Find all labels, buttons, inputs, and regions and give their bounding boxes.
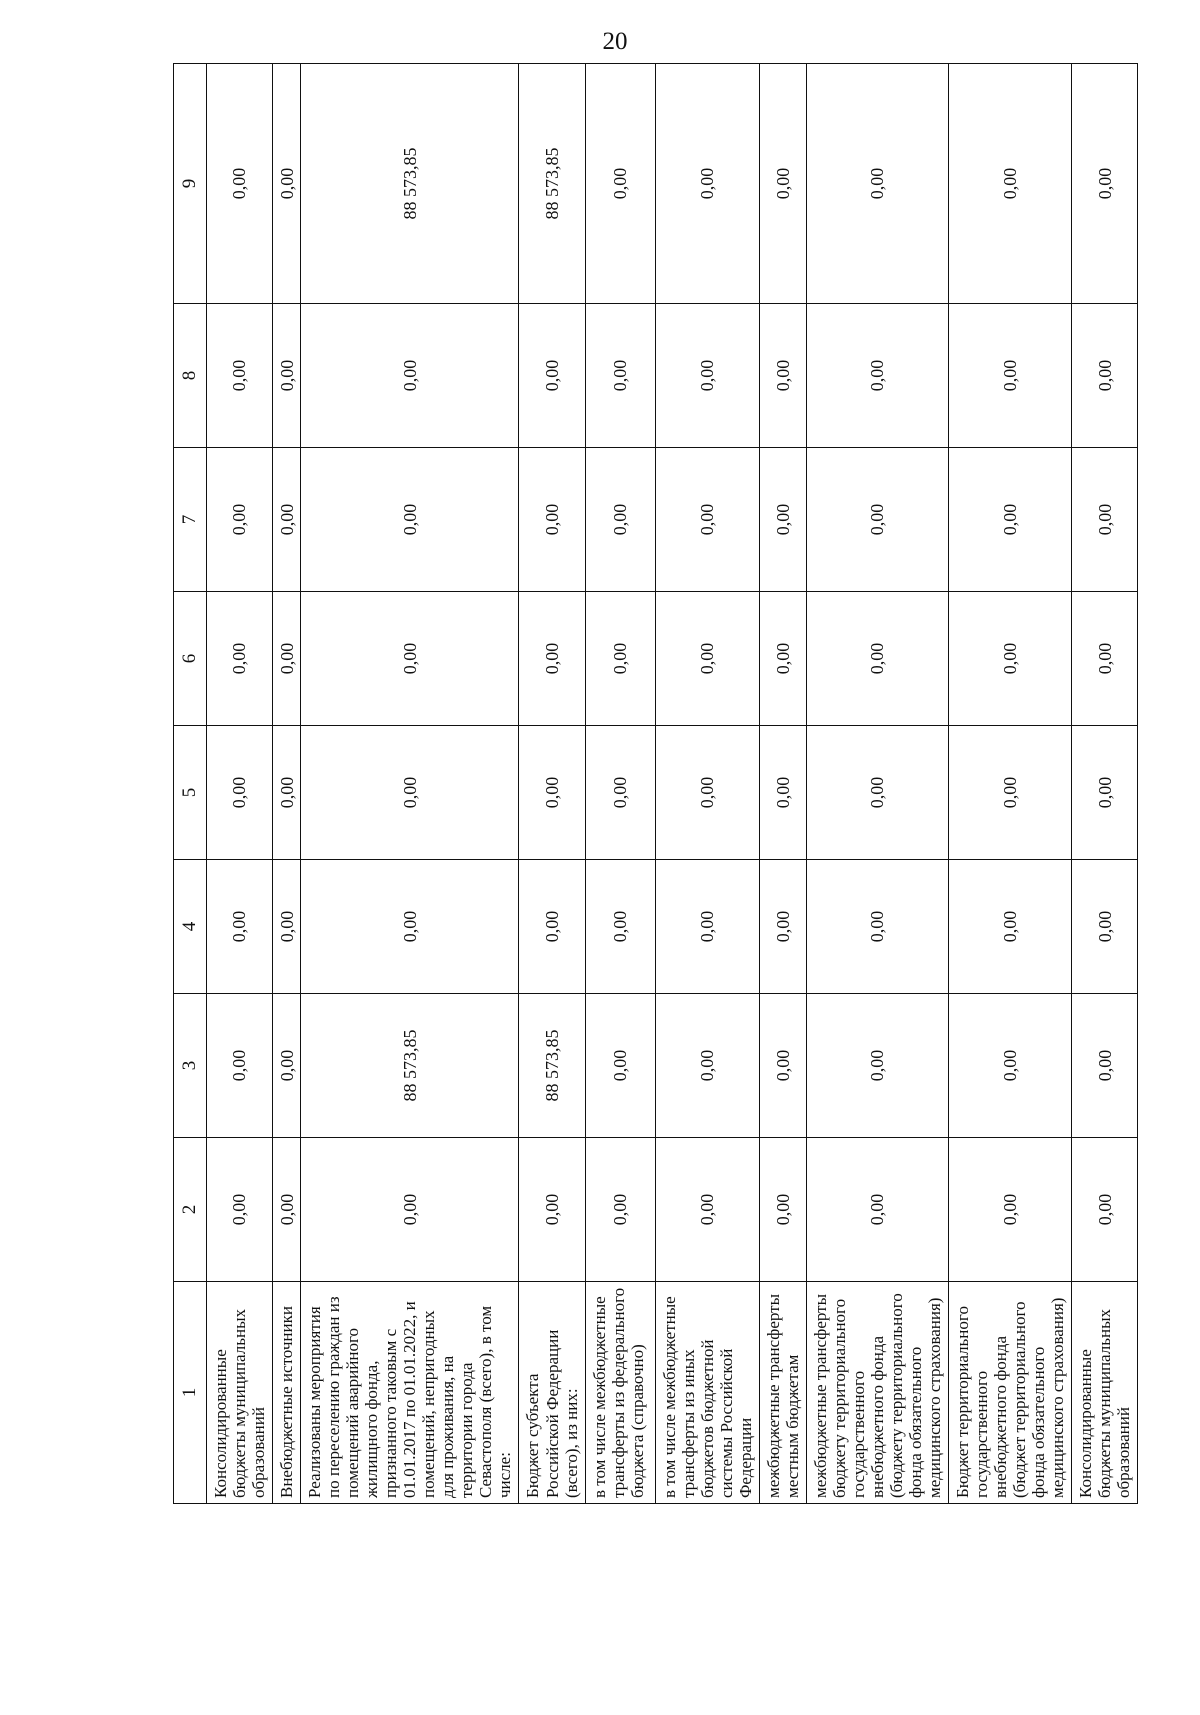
value-cell: 0,00 bbox=[1072, 860, 1138, 994]
value-cell: 0,00 bbox=[207, 448, 273, 592]
value-cell: 0,00 bbox=[519, 448, 585, 592]
value-cell: 0,00 bbox=[949, 726, 1072, 860]
value-cell: 0,00 bbox=[273, 726, 301, 860]
row-label: Бюджет территориального государственного внебюджетного фонда (бюджет территориального фонда обязательного медицинского страхования) bbox=[949, 1282, 1072, 1504]
value-cell: 0,00 bbox=[273, 994, 301, 1138]
value-cell: 0,00 bbox=[273, 860, 301, 994]
value-cell: 0,00 bbox=[273, 304, 301, 448]
value-cell: 0,00 bbox=[949, 64, 1072, 304]
value-cell: 0,00 bbox=[207, 304, 273, 448]
value-cell: 0,00 bbox=[585, 448, 655, 592]
value-cell: 0,00 bbox=[519, 304, 585, 448]
value-cell: 0,00 bbox=[1072, 1138, 1138, 1282]
value-cell: 0,00 bbox=[806, 726, 948, 860]
row-label: Реализованы мероприятия по переселению граждан из помещений аварийного жилищного фонда, признанного таковым с 01.01.2017 по 01.01.2022, и помещений, непригодных для проживания, на территории города Севастополя (всего), в том числе: bbox=[301, 1282, 519, 1504]
table-row bbox=[1072, 64, 1138, 1504]
budget-table bbox=[173, 63, 1138, 1504]
value-cell: 0,00 bbox=[1072, 448, 1138, 592]
value-cell: 88 573,85 bbox=[519, 994, 585, 1138]
value-cell: 0,00 bbox=[949, 448, 1072, 592]
value-cell: 0,00 bbox=[759, 592, 806, 726]
row-label: в том числе межбюджетные трансферты из федерального бюджета (справочно) bbox=[585, 1282, 655, 1504]
column-header-7: 7 bbox=[174, 448, 207, 592]
value-cell: 0,00 bbox=[806, 994, 948, 1138]
value-cell: 0,00 bbox=[585, 64, 655, 304]
value-cell: 0,00 bbox=[519, 860, 585, 994]
value-cell: 0,00 bbox=[655, 994, 759, 1138]
value-cell: 0,00 bbox=[949, 304, 1072, 448]
value-cell: 0,00 bbox=[207, 1138, 273, 1282]
row-label: Консолидированные бюджеты муниципальных образований bbox=[1072, 1282, 1138, 1504]
value-cell: 0,00 bbox=[759, 860, 806, 994]
value-cell: 0,00 bbox=[806, 448, 948, 592]
column-header-6: 6 bbox=[174, 592, 207, 726]
row-label: Внебюджетные источники bbox=[273, 1282, 301, 1504]
value-cell: 0,00 bbox=[655, 304, 759, 448]
value-cell: 0,00 bbox=[655, 64, 759, 304]
value-cell: 0,00 bbox=[1072, 994, 1138, 1138]
value-cell: 0,00 bbox=[519, 1138, 585, 1282]
column-header-9: 9 bbox=[174, 64, 207, 304]
value-cell: 0,00 bbox=[301, 1138, 519, 1282]
value-cell: 0,00 bbox=[949, 994, 1072, 1138]
value-cell: 0,00 bbox=[759, 64, 806, 304]
value-cell: 0,00 bbox=[519, 592, 585, 726]
value-cell: 0,00 bbox=[1072, 304, 1138, 448]
value-cell: 0,00 bbox=[949, 1138, 1072, 1282]
table-row bbox=[655, 64, 759, 1504]
value-cell: 0,00 bbox=[301, 592, 519, 726]
value-cell: 0,00 bbox=[759, 304, 806, 448]
value-cell: 0,00 bbox=[301, 726, 519, 860]
value-cell: 0,00 bbox=[655, 860, 759, 994]
value-cell: 0,00 bbox=[806, 304, 948, 448]
value-cell: 0,00 bbox=[585, 860, 655, 994]
budget-table-container bbox=[173, 64, 1134, 1504]
value-cell: 0,00 bbox=[949, 592, 1072, 726]
value-cell: 0,00 bbox=[1072, 726, 1138, 860]
row-label: межбюджетные трансферты бюджету территориального государственного внебюджетного фонда (бюджету территориального фонда обязательного медицинского страхования) bbox=[806, 1282, 948, 1504]
table-body bbox=[207, 64, 1138, 1504]
value-cell: 0,00 bbox=[806, 1138, 948, 1282]
value-cell: 88 573,85 bbox=[301, 994, 519, 1138]
value-cell: 0,00 bbox=[949, 860, 1072, 994]
column-header-5: 5 bbox=[174, 726, 207, 860]
value-cell: 0,00 bbox=[759, 1138, 806, 1282]
value-cell: 0,00 bbox=[806, 64, 948, 304]
row-label: Бюджет субъекта Российской Федерации (всего), из них: bbox=[519, 1282, 585, 1504]
value-cell: 0,00 bbox=[301, 448, 519, 592]
column-header-8: 8 bbox=[174, 304, 207, 448]
value-cell: 0,00 bbox=[1072, 592, 1138, 726]
value-cell: 88 573,85 bbox=[519, 64, 585, 304]
row-label: межбюджетные трансферты местным бюджетам bbox=[759, 1282, 806, 1504]
row-label: в том числе межбюджетные трансферты из иных бюджетов бюджетной системы Российской Федерации bbox=[655, 1282, 759, 1504]
value-cell: 0,00 bbox=[655, 592, 759, 726]
value-cell: 0,00 bbox=[1072, 64, 1138, 304]
value-cell: 0,00 bbox=[273, 1138, 301, 1282]
table-row bbox=[519, 64, 585, 1504]
value-cell: 0,00 bbox=[585, 994, 655, 1138]
value-cell: 0,00 bbox=[273, 64, 301, 304]
column-header-2: 2 bbox=[174, 1138, 207, 1282]
row-label: Консолидированные бюджеты муниципальных образований bbox=[207, 1282, 273, 1504]
value-cell: 0,00 bbox=[207, 592, 273, 726]
value-cell: 0,00 bbox=[301, 304, 519, 448]
value-cell: 0,00 bbox=[585, 726, 655, 860]
value-cell: 0,00 bbox=[273, 592, 301, 726]
column-header-3: 3 bbox=[174, 994, 207, 1138]
value-cell: 0,00 bbox=[585, 304, 655, 448]
column-header-1: 1 bbox=[174, 1282, 207, 1504]
header-row bbox=[174, 64, 207, 1504]
table-row bbox=[273, 64, 301, 1504]
column-header-4: 4 bbox=[174, 860, 207, 994]
table-row bbox=[585, 64, 655, 1504]
table-row bbox=[949, 64, 1072, 1504]
value-cell: 0,00 bbox=[759, 726, 806, 860]
value-cell: 0,00 bbox=[655, 1138, 759, 1282]
value-cell: 0,00 bbox=[585, 592, 655, 726]
value-cell: 0,00 bbox=[806, 860, 948, 994]
value-cell: 0,00 bbox=[655, 448, 759, 592]
value-cell: 0,00 bbox=[806, 592, 948, 726]
table-row bbox=[207, 64, 273, 1504]
value-cell: 0,00 bbox=[207, 64, 273, 304]
page-number: 20 bbox=[602, 28, 628, 55]
value-cell: 0,00 bbox=[759, 448, 806, 592]
value-cell: 0,00 bbox=[301, 860, 519, 994]
value-cell: 0,00 bbox=[519, 726, 585, 860]
value-cell: 0,00 bbox=[585, 1138, 655, 1282]
table-row bbox=[806, 64, 948, 1504]
table-row bbox=[759, 64, 806, 1504]
table-row bbox=[301, 64, 519, 1504]
value-cell: 0,00 bbox=[655, 726, 759, 860]
value-cell: 0,00 bbox=[759, 994, 806, 1138]
value-cell: 88 573,85 bbox=[301, 64, 519, 304]
value-cell: 0,00 bbox=[273, 448, 301, 592]
value-cell: 0,00 bbox=[207, 726, 273, 860]
value-cell: 0,00 bbox=[207, 860, 273, 994]
value-cell: 0,00 bbox=[207, 994, 273, 1138]
